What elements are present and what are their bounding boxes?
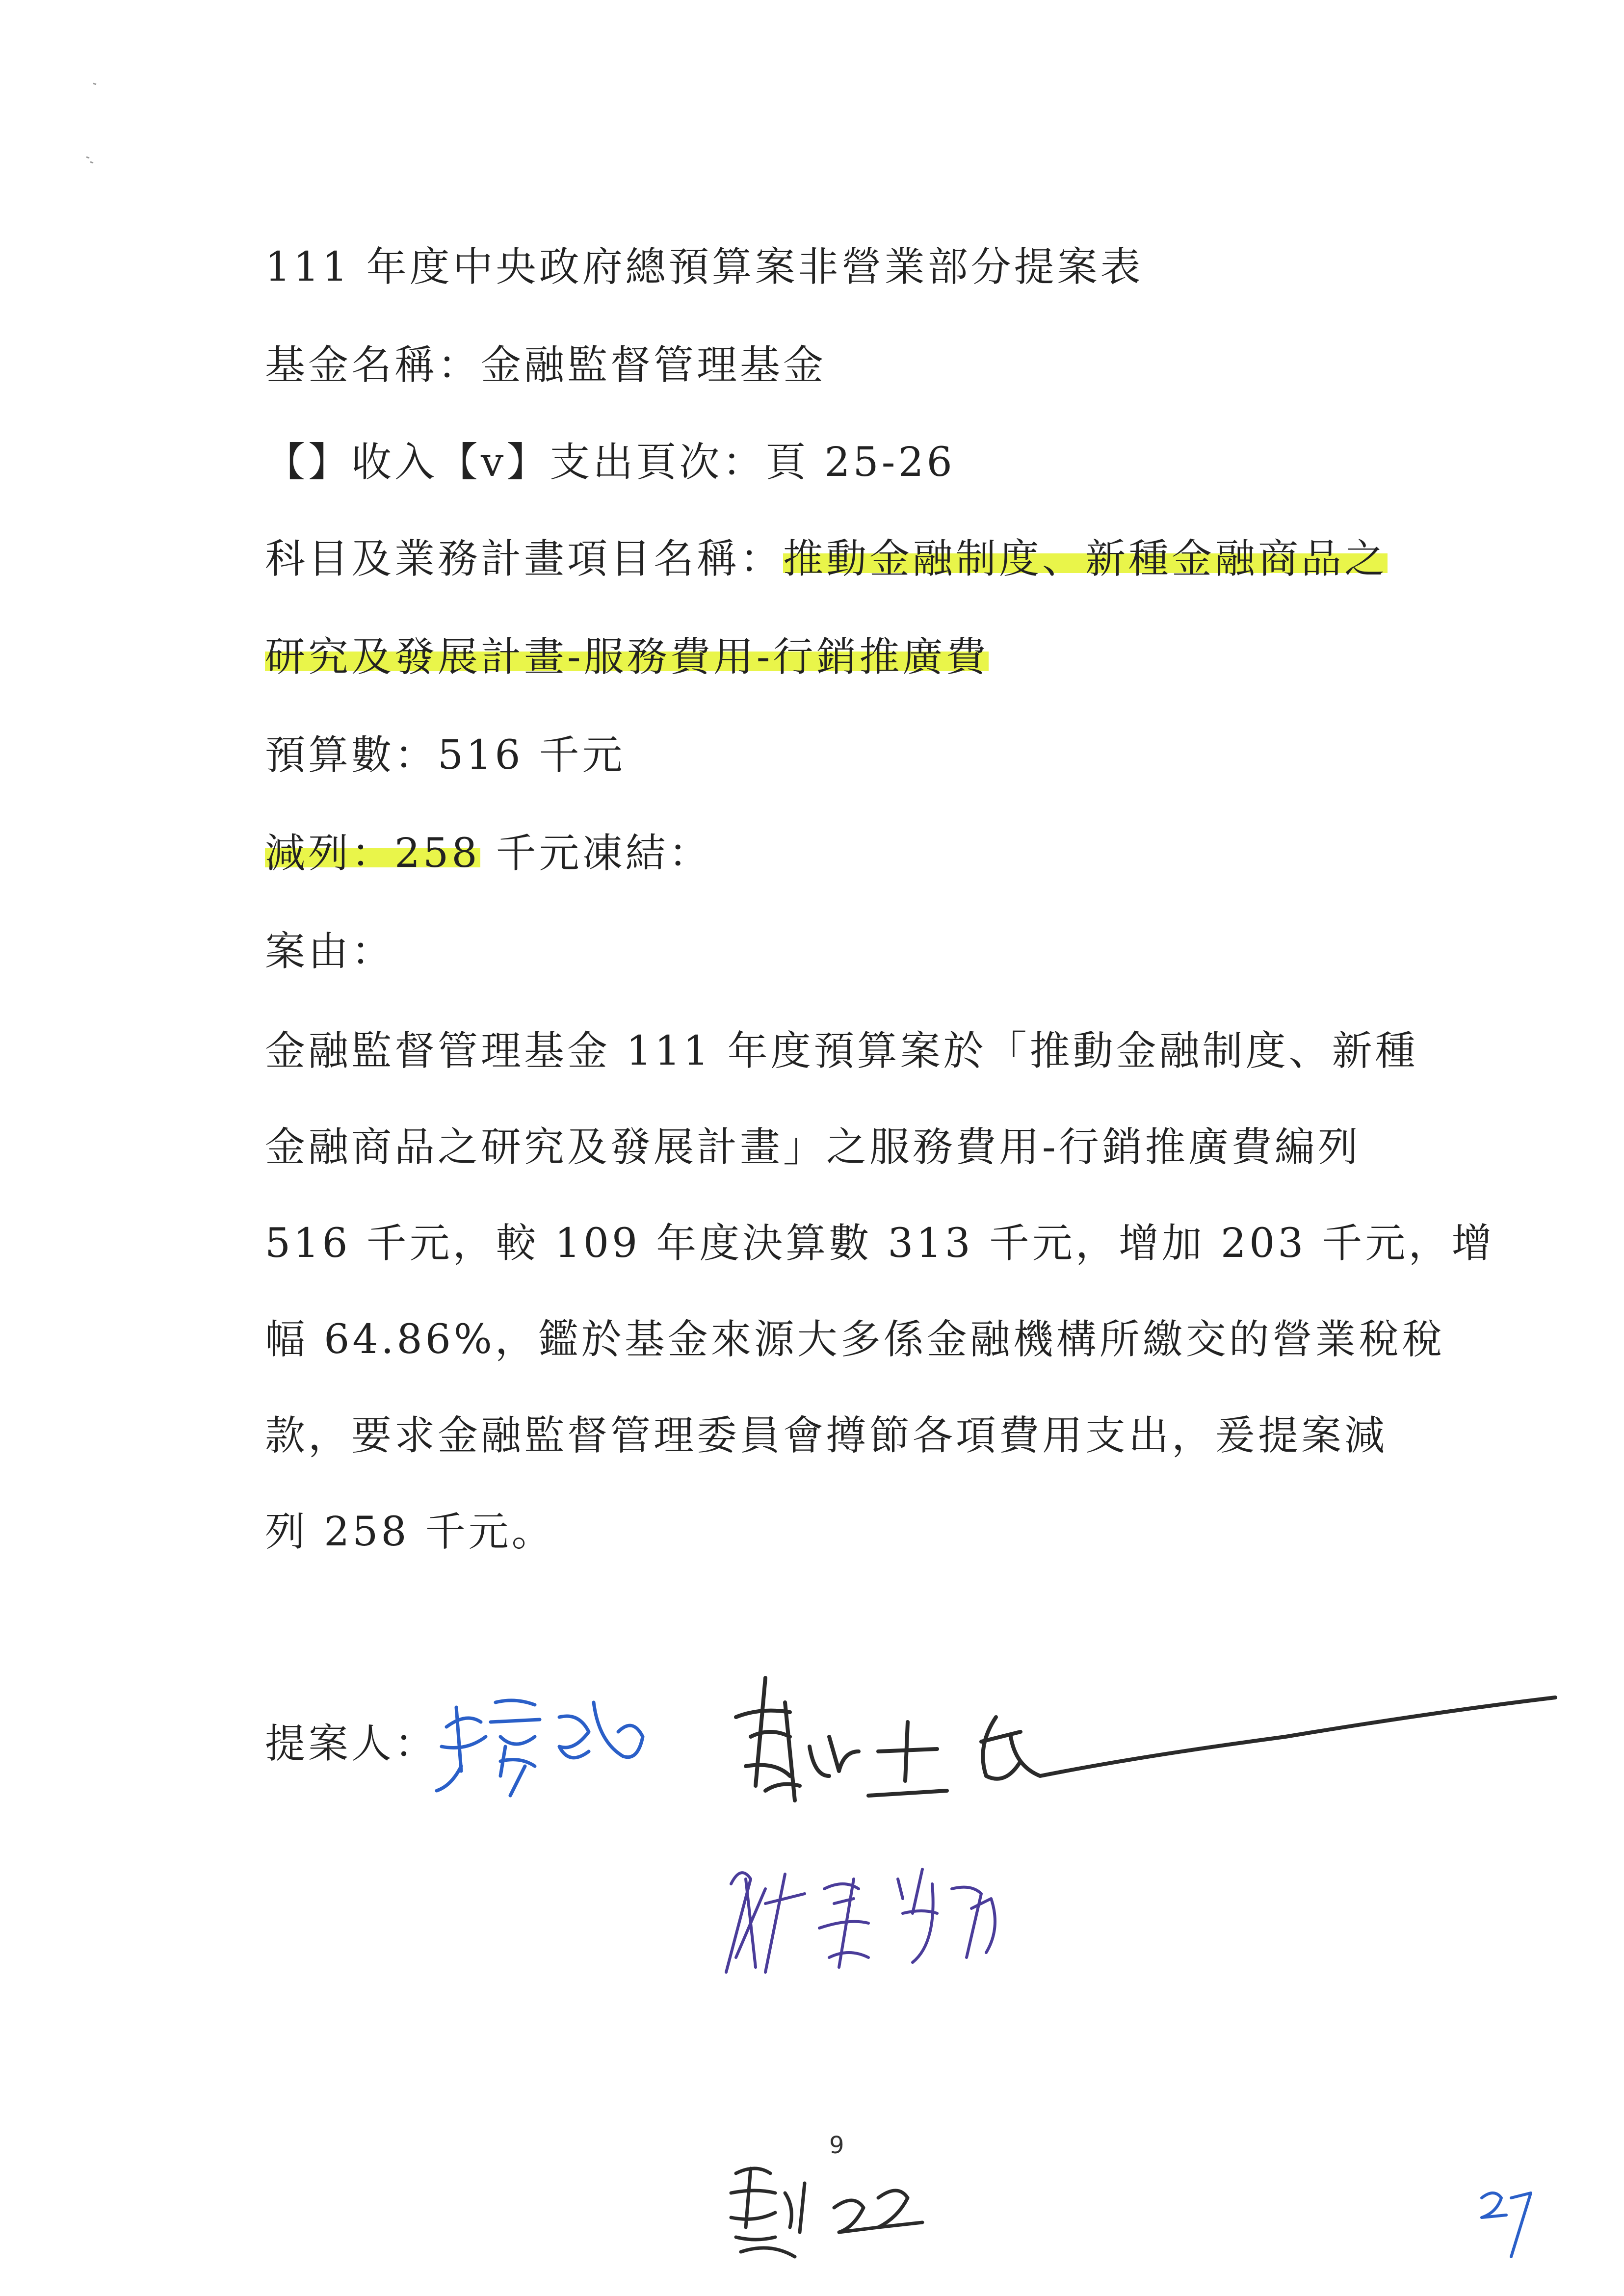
income-expense-line: 【】收入【v】支出頁次：頁 25-26 xyxy=(265,439,955,486)
signature-4 xyxy=(731,2168,922,2257)
page-number: 9 xyxy=(829,2132,844,2159)
reason-line: 金融商品之研究及發展計畫」之服務費用-行銷推廣費編列 xyxy=(265,1124,1361,1171)
item-name-highlight-1: 推動金融制度、新種金融商品之 xyxy=(783,536,1388,582)
document-title: 111 年度中央政府總預算案非營業部分提案表 xyxy=(265,244,1144,290)
reason-label: 案由： xyxy=(265,928,395,975)
fund-name: 基金名稱：金融監督管理基金 xyxy=(265,342,827,389)
reason-line: 款，要求金融監督管理委員會撙節各項費用支出，爰提案減 xyxy=(265,1412,1388,1459)
item-label: 科目及業務計畫項目名稱： xyxy=(265,536,784,582)
proposer-label: 提案人： xyxy=(265,1721,438,1767)
reason-line: 516 千元，較 109 年度決算數 313 千元，增加 203 千元，增 xyxy=(265,1220,1495,1267)
item-name-highlight-2: 研究及發展計畫-服務費用-行銷推廣費 xyxy=(265,634,989,680)
signature-2 xyxy=(736,1678,1555,1800)
signature-1 xyxy=(437,1700,643,1796)
budget-line: 預算數：516 千元 xyxy=(265,732,626,779)
corner-note xyxy=(1482,2193,1531,2257)
reason-line: 金融監督管理基金 111 年度預算案於「推動金融制度、新種 xyxy=(265,1028,1418,1074)
reason-line: 幅 64.86%，鑑於基金來源大多係金融機構所繳交的營業稅稅 xyxy=(265,1316,1445,1363)
signature-3 xyxy=(726,1869,995,1972)
reduction-highlight: 減列：258 xyxy=(265,830,480,877)
reason-line: 列 258 千元。 xyxy=(265,1509,555,1555)
reduction-rest: 千元凍結： xyxy=(480,830,712,877)
